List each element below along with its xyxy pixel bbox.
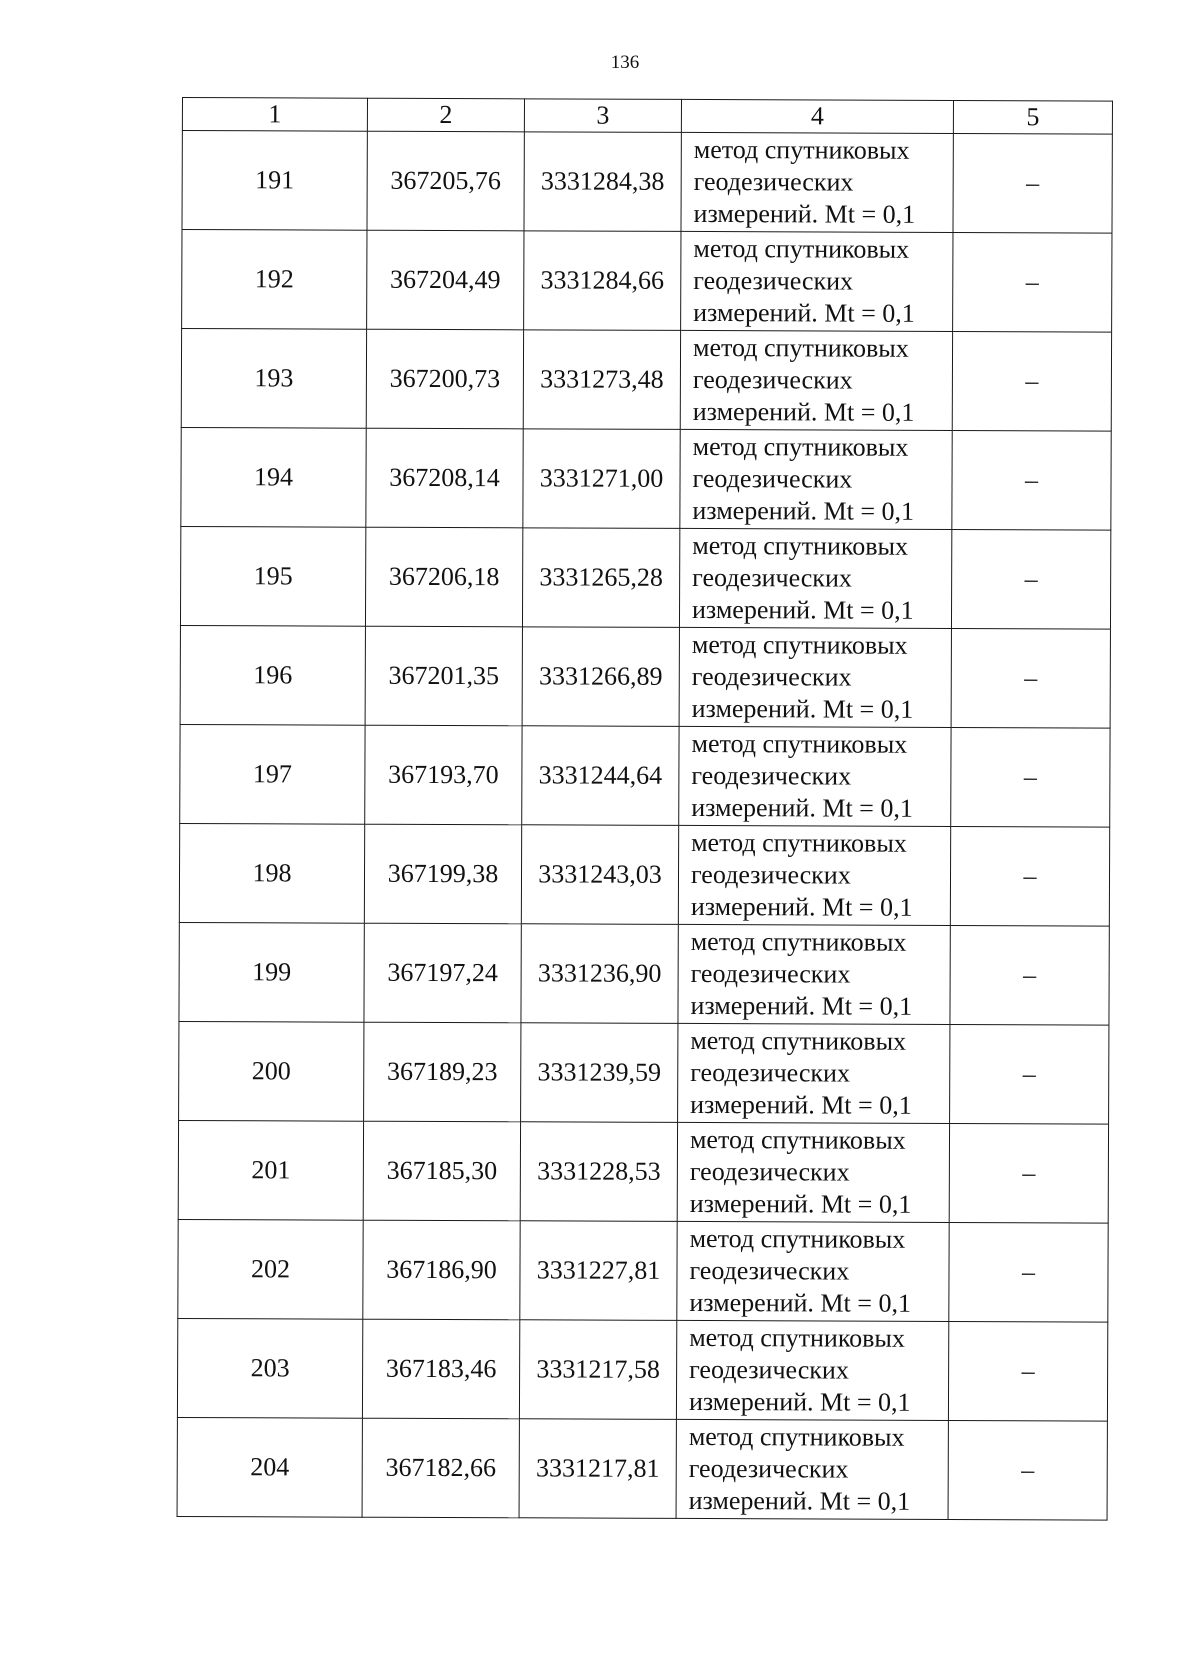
table-row: [181, 329, 1111, 432]
table-row: [182, 131, 1112, 234]
method-cell: [678, 1023, 950, 1123]
method-cell: [681, 231, 953, 331]
x-coordinate-cell: 367185,30: [363, 1121, 520, 1221]
method-line: геодезических: [691, 661, 852, 692]
method-line: геодезических: [690, 958, 851, 989]
method-line: измерений. Mt = 0,1: [689, 1188, 912, 1219]
page-number: 136: [610, 52, 640, 73]
note-cell: –: [952, 331, 1111, 431]
column-header-4: 4: [681, 99, 953, 133]
x-coordinate-cell: 367208,14: [366, 428, 523, 528]
method-cell: [676, 1419, 948, 1519]
x-coordinate-cell: 367201,35: [365, 626, 522, 726]
y-coordinate-cell: 3331265,28: [522, 528, 679, 628]
point-number-cell: 194: [181, 427, 366, 527]
method-line: измерений. Mt = 0,1: [693, 297, 915, 328]
note-cell: –: [948, 1321, 1107, 1421]
x-coordinate-cell: 367197,24: [364, 923, 521, 1023]
x-coordinate-cell: 367199,38: [364, 824, 521, 924]
y-coordinate-cell: 3331243,03: [521, 825, 678, 925]
method-line: метод спутниковых: [692, 530, 909, 561]
method-cell: [678, 924, 950, 1024]
method-line: измерений. Mt = 0,1: [692, 396, 915, 427]
method-cell: [679, 627, 951, 727]
method-cell: [681, 132, 953, 232]
method-line: метод спутниковых: [689, 1124, 906, 1155]
method-line: измерений. Mt = 0,1: [691, 693, 914, 724]
y-coordinate-cell: 3331217,81: [519, 1419, 676, 1519]
note-cell: –: [952, 430, 1111, 530]
point-number-cell: 204: [177, 1417, 362, 1517]
method-line: геодезических: [689, 1156, 850, 1187]
method-cell: [680, 429, 952, 529]
note-cell: –: [949, 1222, 1108, 1322]
y-coordinate-cell: 3331227,81: [520, 1221, 677, 1321]
x-coordinate-cell: 367200,73: [366, 329, 523, 429]
point-number-cell: 201: [178, 1120, 363, 1220]
note-cell: –: [950, 925, 1109, 1025]
point-number-cell: 196: [180, 625, 365, 725]
table-row: [179, 1021, 1109, 1124]
point-number-cell: 198: [179, 823, 364, 923]
method-line: метод спутниковых: [692, 431, 909, 462]
method-line: измерений. Mt = 0,1: [691, 792, 913, 823]
method-line: метод спутниковых: [691, 728, 908, 759]
y-coordinate-cell: 3331239,59: [521, 1023, 678, 1123]
method-line: измерений. Mt = 0,1: [691, 594, 914, 625]
method-line: метод спутниковых: [690, 1025, 907, 1056]
method-line: метод спутниковых: [693, 233, 910, 264]
method-cell: [677, 1221, 949, 1321]
method-line: метод спутниковых: [692, 332, 909, 363]
point-number-cell: 191: [182, 131, 367, 231]
method-line: измерений. Mt = 0,1: [689, 1287, 912, 1318]
note-cell: –: [949, 1123, 1108, 1223]
method-line: измерений. Mt = 0,1: [690, 1089, 912, 1120]
method-line: метод спутниковых: [691, 629, 908, 660]
x-coordinate-cell: 367182,66: [362, 1418, 519, 1518]
table-row: [180, 526, 1110, 629]
method-cell: [679, 726, 951, 826]
table-body: [177, 131, 1112, 1521]
table-row: [181, 427, 1111, 530]
table-row: [179, 922, 1109, 1025]
point-number-cell: 197: [180, 724, 365, 824]
method-cell: [679, 528, 951, 628]
y-coordinate-cell: 3331284,66: [524, 231, 681, 331]
method-line: геодезических: [690, 1057, 851, 1088]
x-coordinate-cell: 367204,49: [367, 230, 524, 330]
method-line: геодезических: [692, 364, 853, 395]
x-coordinate-cell: 367183,46: [362, 1319, 519, 1419]
point-number-cell: 199: [179, 922, 364, 1022]
method-line: измерений. Mt = 0,1: [690, 990, 913, 1021]
table-row: [179, 823, 1109, 926]
point-number-cell: 202: [178, 1219, 363, 1319]
x-coordinate-cell: 367193,70: [365, 725, 522, 825]
coordinates-table: [177, 97, 1113, 1521]
method-line: геодезических: [691, 760, 852, 791]
point-number-cell: 203: [177, 1318, 362, 1418]
method-line: геодезических: [693, 265, 854, 296]
method-line: геодезических: [688, 1453, 849, 1484]
method-line: метод спутниковых: [691, 827, 907, 858]
method-line: метод спутниковых: [690, 926, 907, 957]
method-line: метод спутниковых: [688, 1421, 905, 1452]
note-cell: –: [948, 1420, 1107, 1520]
x-coordinate-cell: 367186,90: [363, 1220, 520, 1320]
y-coordinate-cell: 3331271,00: [523, 429, 680, 529]
header-row: [182, 98, 1112, 135]
column-header-5: 5: [953, 100, 1112, 134]
note-cell: –: [951, 529, 1110, 629]
method-line: геодезических: [692, 463, 853, 494]
y-coordinate-cell: 3331284,38: [524, 132, 681, 232]
column-header-2: 2: [367, 98, 524, 132]
note-cell: –: [953, 232, 1112, 332]
point-number-cell: 195: [180, 526, 365, 626]
table-row: [177, 1318, 1107, 1421]
method-line: геодезических: [690, 859, 851, 890]
method-line: измерений. Mt = 0,1: [693, 198, 916, 229]
x-coordinate-cell: 367206,18: [365, 527, 522, 627]
note-cell: –: [951, 628, 1110, 728]
method-line: измерений. Mt = 0,1: [688, 1386, 911, 1417]
table-header: [182, 98, 1112, 135]
point-number-cell: 192: [182, 230, 367, 330]
method-line: метод спутниковых: [689, 1322, 905, 1353]
table-row: [178, 1219, 1108, 1322]
x-coordinate-cell: 367189,23: [364, 1022, 521, 1122]
method-cell: [676, 1320, 948, 1420]
table-row: [180, 724, 1110, 827]
note-cell: –: [950, 1024, 1109, 1124]
point-number-cell: 193: [181, 329, 366, 429]
table-row: [180, 625, 1110, 728]
table-row: [182, 230, 1112, 333]
method-line: метод спутниковых: [693, 134, 910, 165]
x-coordinate-cell: 367205,76: [367, 131, 524, 231]
table-row: [178, 1120, 1108, 1223]
y-coordinate-cell: 3331266,89: [522, 627, 679, 727]
y-coordinate-cell: 3331244,64: [522, 726, 679, 826]
method-cell: [680, 330, 952, 430]
y-coordinate-cell: 3331273,48: [523, 330, 680, 430]
column-header-3: 3: [524, 99, 681, 133]
method-cell: [677, 1122, 949, 1222]
y-coordinate-cell: 3331217,58: [519, 1320, 676, 1420]
method-line: геодезических: [689, 1354, 849, 1385]
method-line: геодезических: [693, 166, 854, 197]
point-number-cell: 200: [179, 1021, 364, 1121]
method-line: геодезических: [692, 562, 852, 593]
method-line: измерений. Mt = 0,1: [692, 495, 915, 526]
method-line: метод спутниковых: [689, 1223, 906, 1254]
method-line: измерений. Mt = 0,1: [688, 1485, 911, 1516]
method-cell: [678, 825, 950, 925]
table-row: [177, 1417, 1107, 1520]
column-header-1: 1: [182, 98, 367, 132]
note-cell: –: [950, 826, 1109, 926]
method-line: геодезических: [689, 1255, 850, 1286]
y-coordinate-cell: 3331228,53: [520, 1122, 677, 1222]
note-cell: –: [951, 727, 1110, 827]
method-line: измерений. Mt = 0,1: [690, 891, 913, 922]
note-cell: –: [953, 133, 1112, 233]
y-coordinate-cell: 3331236,90: [521, 924, 678, 1024]
